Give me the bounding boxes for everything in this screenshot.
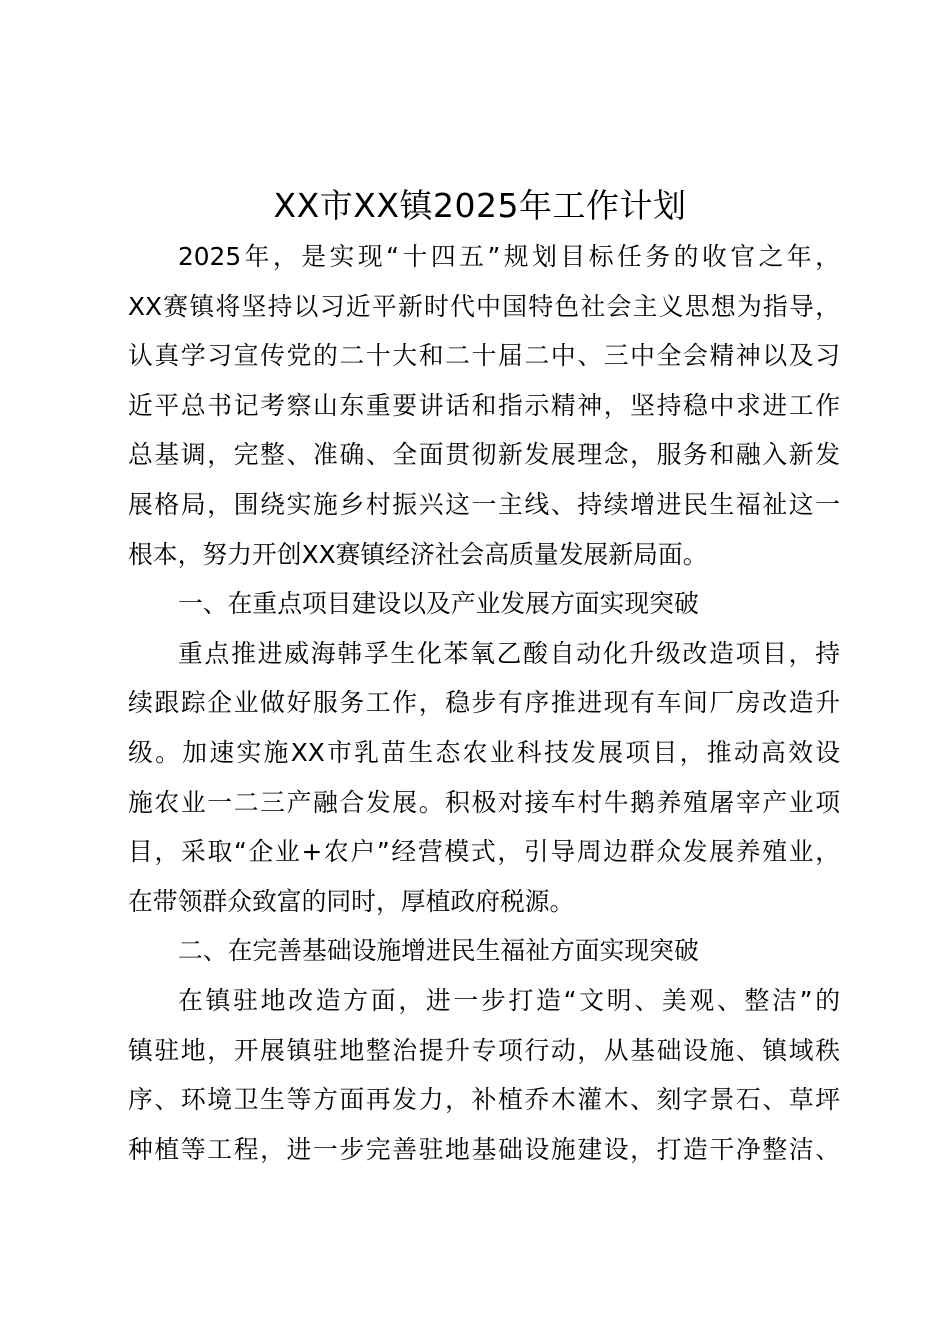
paragraph-line: 根本，努力开创XX赛镇经济社会高质量发展新局面。 <box>128 539 708 569</box>
paragraph-line: 续跟踪企业做好服务工作，稳步有序推进现有车间厂房改造升 <box>128 688 840 718</box>
paragraph-line: 总基调，完整、准确、全面贯彻新发展理念，服务和融入新发 <box>128 440 840 470</box>
paragraph-line: 认真学习宣传党的二十大和二十届二中、三中全会精神以及习 <box>128 341 840 371</box>
paragraph-line: 施农业一二三产融合发展。积极对接车村牛鹅养殖屠宰产业项 <box>128 787 840 817</box>
paragraph-line: 镇驻地，开展镇驻地整治提升专项行动，从基础设施、镇域秩 <box>128 1035 840 1065</box>
paragraph-line: 近平总书记考察山东重要讲话和指示精神，坚持稳中求进工作 <box>128 390 840 420</box>
paragraph-line: 2025年，是实现“十四五”规划目标任务的收官之年， <box>178 242 840 271</box>
paragraph-line: 序、环境卫生等方面再发力，补植乔木灌木、刻字景石、草坪 <box>128 1085 840 1115</box>
paragraph-line: 目，采取“企业+农户”经营模式，引导周边群众发展养殖业， <box>128 837 840 867</box>
paragraph-line: 级。加速实施XX市乳苗生态农业科技发展项目，推动高效设 <box>128 737 840 767</box>
paragraph-line: XX赛镇将坚持以习近平新时代中国特色社会主义思想为指导， <box>128 291 840 321</box>
section-heading: 二、在完善基础设施增进民生福祉方面实现突破 <box>178 936 699 966</box>
paragraph-line: 重点推进威海韩孚生化苯氧乙酸自动化升级改造项目，持 <box>178 638 840 668</box>
section-heading: 一、在重点项目建设以及产业发展方面实现突破 <box>178 589 699 619</box>
paragraph-line: 展格局，围绕实施乡村振兴这一主线、持续增进民生福祉这一 <box>128 489 840 519</box>
document-body <box>128 232 840 1174</box>
paragraph-line: 在镇驻地改造方面，进一步打造“文明、美观、整洁”的 <box>178 985 840 1015</box>
paragraph-line: 在带领群众致富的同时，厚植政府税源。 <box>128 886 575 916</box>
paragraph-line: 种植等工程，进一步完善驻地基础设施建设，打造干净整洁、 <box>128 1134 840 1164</box>
document-title: XX市XX镇2025年工作计划 <box>273 186 687 225</box>
